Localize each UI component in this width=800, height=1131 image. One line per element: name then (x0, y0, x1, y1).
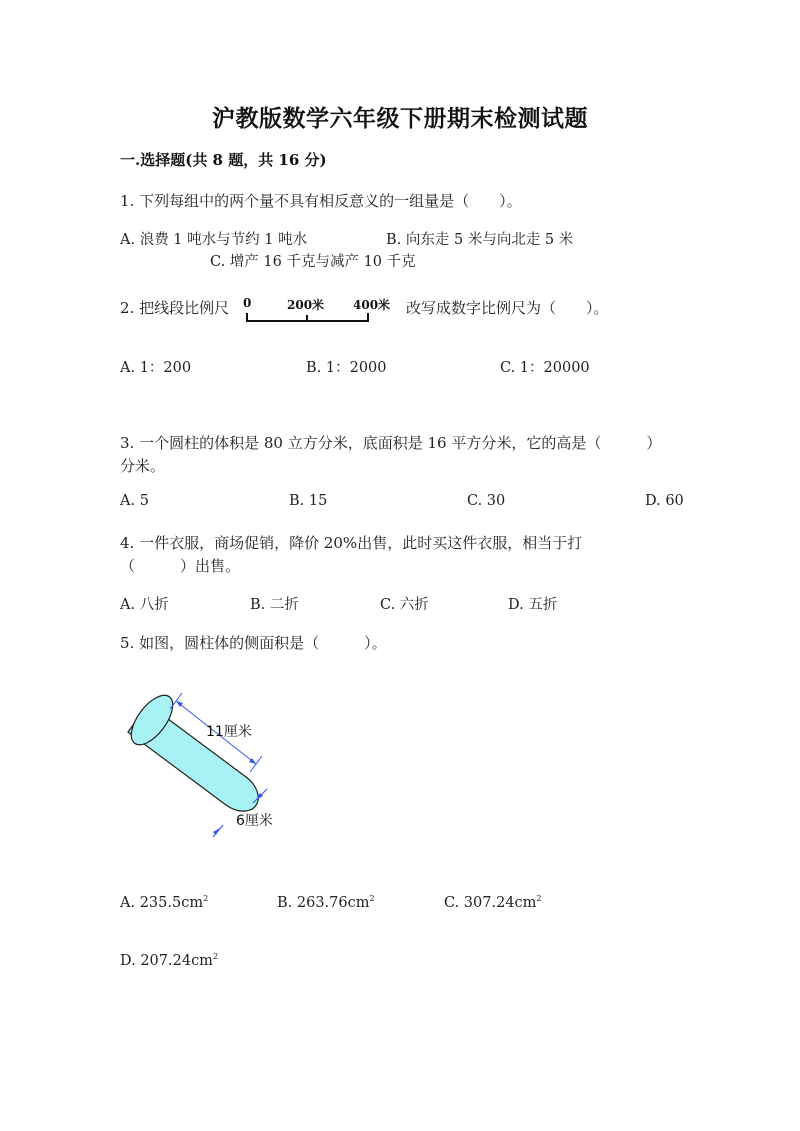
section-heading: 一.选择题(共 8 题，共 16 分) (120, 151, 327, 169)
question-5-option-a: A. $235.5cm^2$ (120, 894, 209, 911)
question-4-option-c: C. 六折 (380, 597, 429, 613)
question-5-text: 5. 如图，圆柱体的侧面积是（ ）。 (120, 634, 387, 652)
unit-superscript: 2 (536, 894, 542, 904)
question-4-line-1: 4. 一件衣服，商场促销，降价 20%出售，此时买这件衣服，相当于打 (120, 534, 583, 552)
scale-bar (240, 310, 380, 326)
scale-label-0: 0 (243, 296, 252, 310)
question-3-option-d: D. 60 (645, 493, 684, 509)
question-2-option-b: B. 1：2000 (306, 360, 387, 376)
question-1-option-b: B. 向东走 5 米与向北走 5 米 (386, 232, 574, 248)
cylinder-diameter-label: 6厘米 (236, 813, 273, 829)
question-2-option-a: A. 1：200 (120, 360, 192, 376)
line-scale-figure (240, 296, 400, 326)
question-1-text: 1. 下列每组中的两个量不具有相反意义的一组量是（ ）。 (120, 192, 522, 210)
unit-superscript: 2 (203, 894, 209, 904)
question-1-option-a: A. 浪费 1 吨水与节约 1 吨水 (120, 232, 308, 248)
unit-superscript: 2 (212, 952, 219, 962)
question-4-option-d: D. 五折 (508, 597, 558, 613)
question-5-option-d: D. $207.24cm^2$ (120, 952, 219, 969)
scale-label-200: 200米 (287, 298, 325, 312)
question-4-line-2: （ ）出售。 (120, 557, 241, 575)
scale-label-400: 400米 (353, 298, 391, 312)
question-5-option-c: C. $307.24cm^2$ (444, 894, 542, 911)
question-4-option-a: A. 八折 (120, 597, 169, 613)
question-3-line-2: 分米。 (120, 457, 166, 475)
question-3-line-1: 3. 一个圆柱的体积是 80 立方分米，底面积是 16 平方分米，它的高是（ ） (120, 434, 662, 452)
question-1-option-c: C. 增产 16 千克与减产 10 千克 (210, 254, 416, 270)
question-2-prefix: 2. 把线段比例尺 (120, 299, 230, 317)
question-3-option-a: A. 5 (120, 493, 149, 509)
question-3-option-b: B. 15 (289, 493, 328, 509)
cylinder-length-label: 11厘米 (206, 724, 252, 740)
page-title: 沪教版数学六年级下册期末检测试题 (212, 105, 588, 132)
unit-superscript: 2 (369, 894, 375, 904)
question-5-option-b: B. $263.76cm^2$ (277, 894, 375, 911)
question-2-suffix: 改写成数字比例尺为（ ）。 (406, 299, 609, 317)
question-3-option-c: C. 30 (467, 493, 506, 509)
question-2-option-c: C. 1：20000 (500, 360, 590, 376)
question-4-option-b: B. 二折 (250, 597, 299, 613)
